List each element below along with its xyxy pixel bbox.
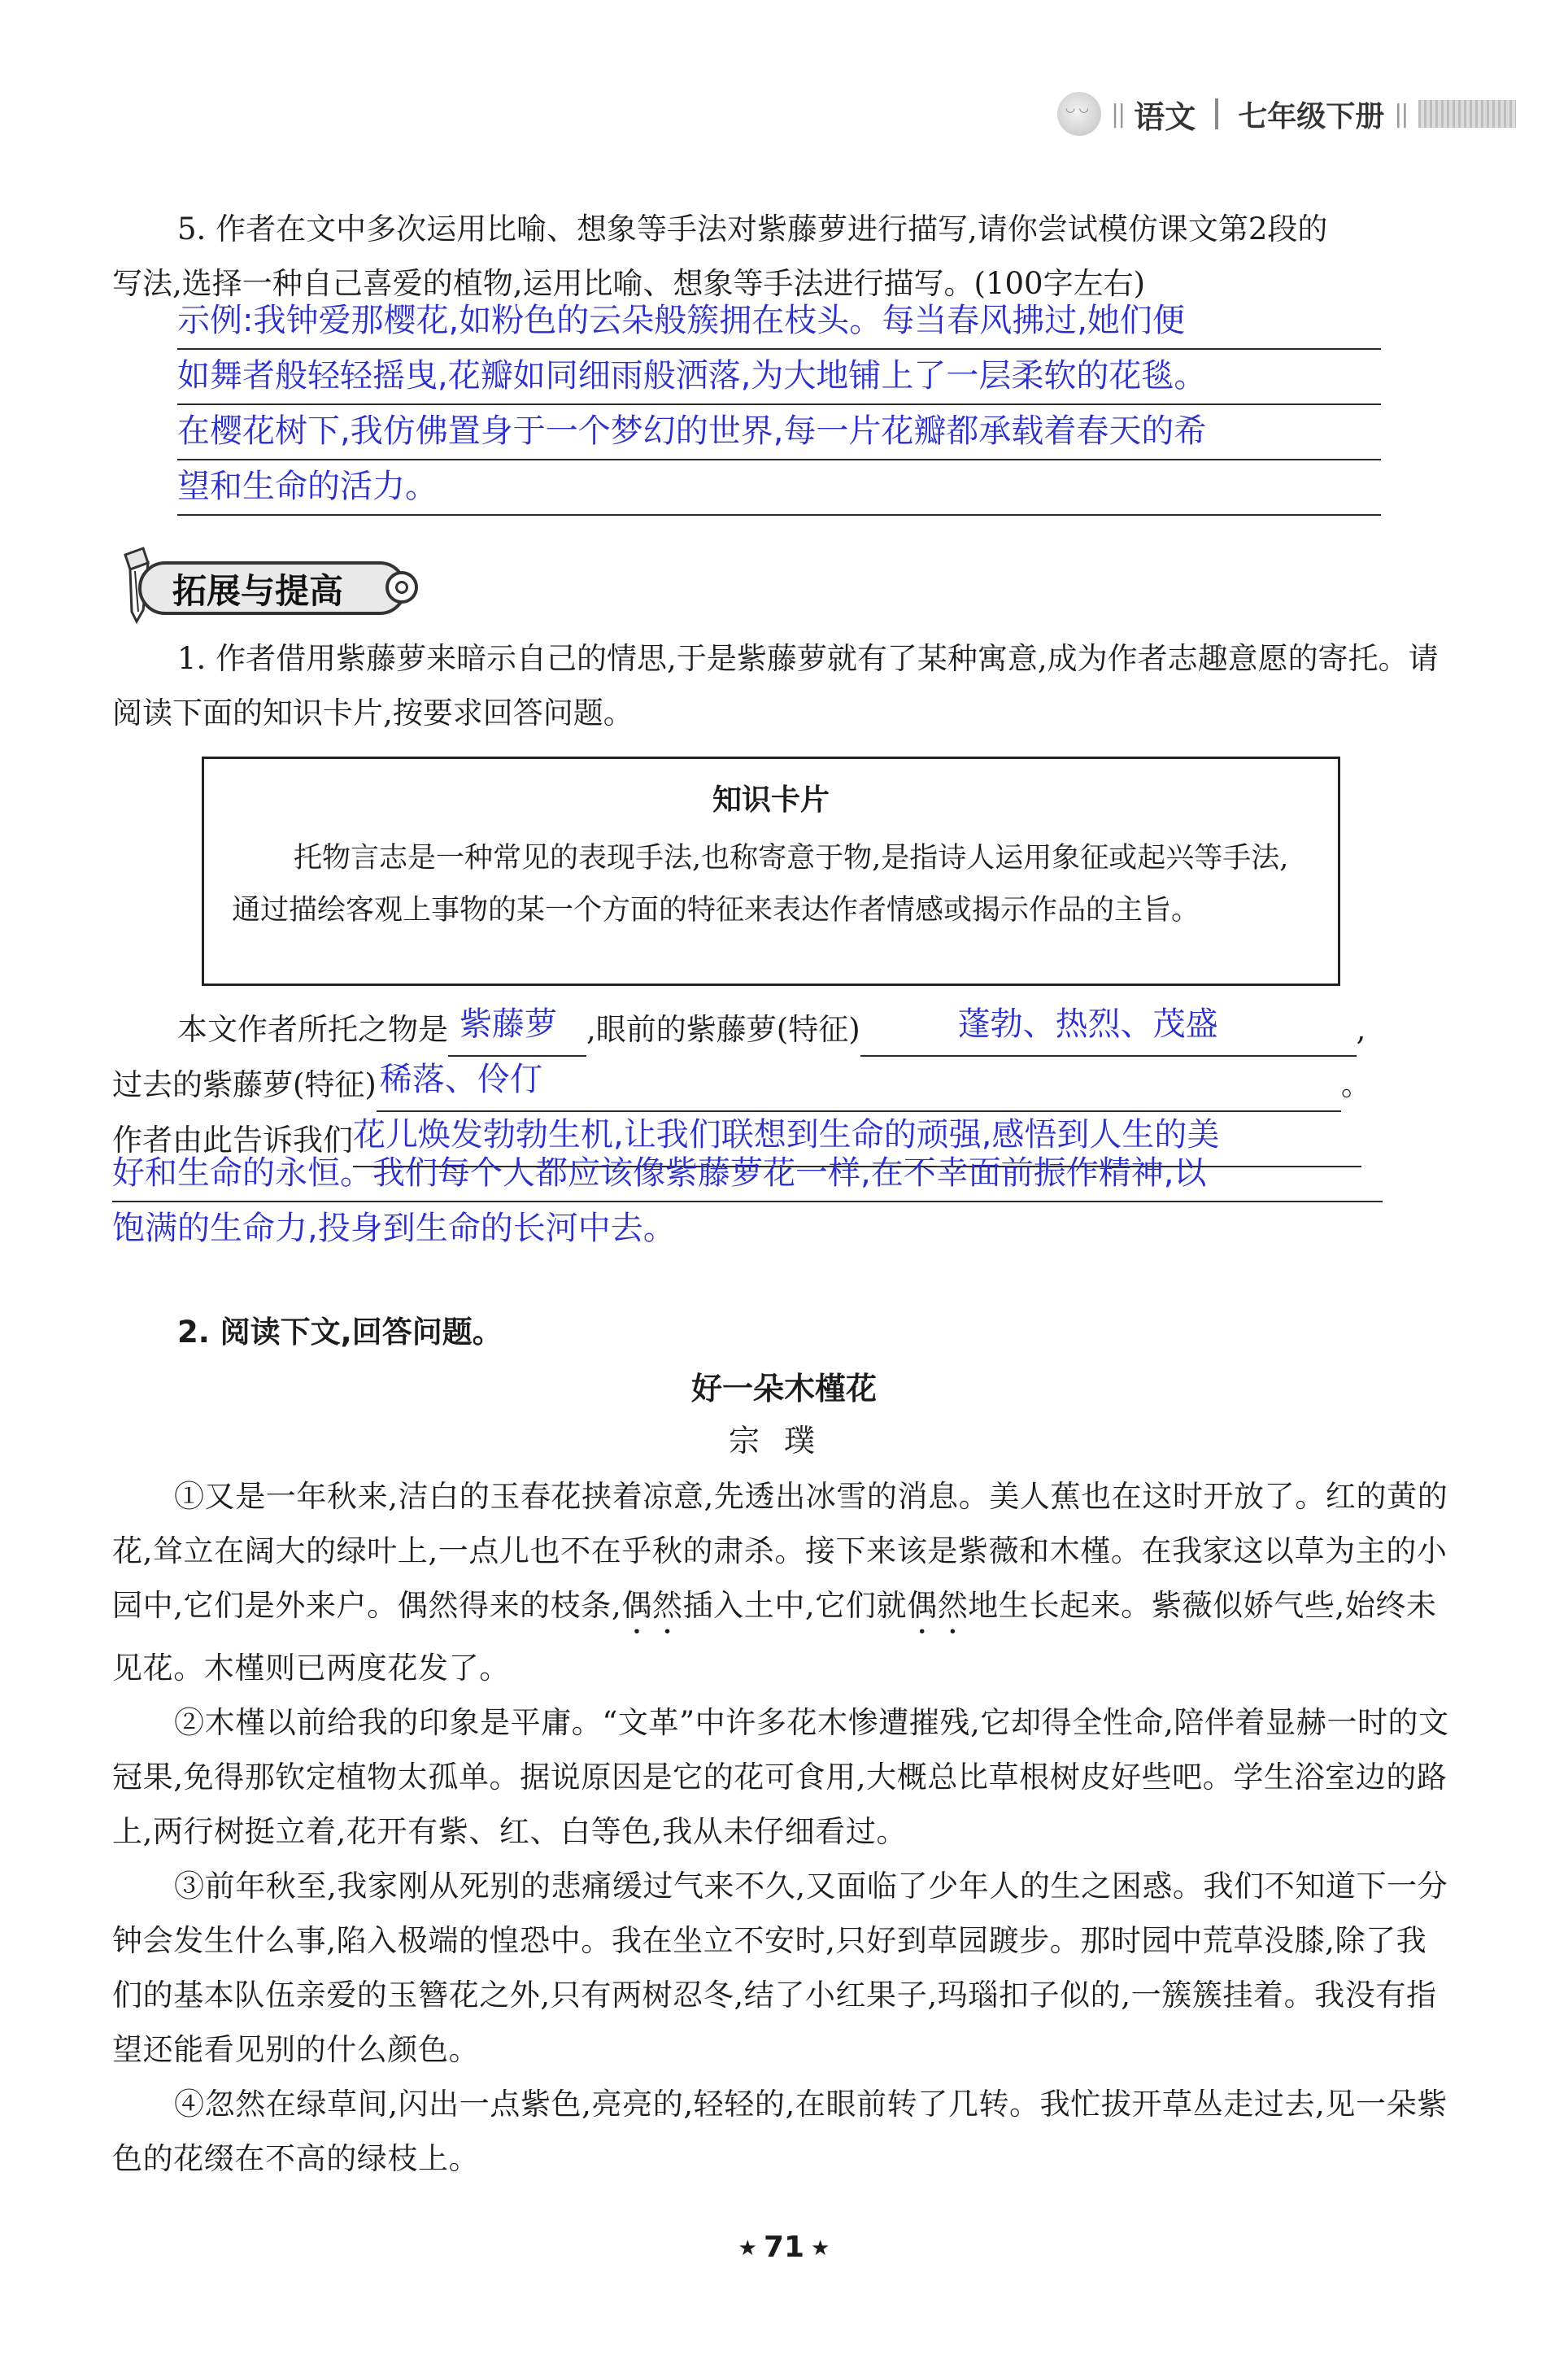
fill-in-line-2 (112, 1058, 1446, 1112)
star-icon: ★ (738, 2236, 757, 2261)
answer-line: 饱满的生命力,投身到生命的长河中去。 (112, 1210, 676, 1247)
lesson-answer-continued (112, 1147, 1383, 1258)
page-number (0, 2231, 1568, 2264)
header-grade: 七年级下册 (1238, 99, 1385, 133)
header-separator (1215, 98, 1218, 129)
answer-line: 好和生命的永恒。我们每个人都应该像紫藤萝花一样,在不幸面前振作精神,以 (112, 1147, 1383, 1202)
paragraph-1-part-c: 插入土中,它们就 (682, 1588, 908, 1623)
header-divider-bars: || (1111, 99, 1125, 129)
banner-ring-icon (385, 571, 418, 604)
section-banner (106, 547, 425, 626)
answer-line: 望和生命的活力。 (177, 460, 1381, 516)
fill-prefix-2: 过去的紫藤萝(特征) (112, 1067, 377, 1102)
fill-prefix-1: 本文作者所托之物是 (177, 1012, 448, 1047)
paragraph-1 (112, 1469, 1454, 1695)
paragraph-1-part-a: ①又是一年秋来,洁白的玉春花挟着凉意,先透出冰雪的消息。美人蕉也在这时开放了。红的黄的花,耸立在阔大的绿叶上,一点儿也不在乎秋的肃杀。接下来该是紫薇和木槿。在我家这以草为主的小园中,它们是外来户。 (112, 1479, 1448, 1623)
blank-present-feature[interactable] (860, 1005, 1357, 1057)
paragraph-2: ②木槿以前给我的印象是平庸。“文革”中许多花木惨遭摧残,它却得全性命,陪伴着显赫一时的文冠果,免得那钦定植物太孤单。据说原因是它的花可食用,大概总比草根树皮好些吧。学生浴室边的路上,两行树挺立着,花开有紫、红、白等色,我从未仔细看过。 (112, 1705, 1449, 1849)
page-header (1057, 89, 1516, 138)
question-2 (112, 1305, 1446, 1359)
knowledge-card-title: 知识卡片 (712, 783, 830, 817)
passage-author: 宗璞 (728, 1423, 839, 1459)
header-pattern-strip (1418, 100, 1516, 128)
blank-object[interactable] (448, 1005, 586, 1057)
fill-end-1: , (1356, 1012, 1366, 1047)
header-subject: 语文 (1134, 98, 1196, 135)
emphasis-word: 偶然 (907, 1588, 969, 1623)
star-icon: ★ (811, 2236, 830, 2261)
answer-lesson-line-1: 花儿焕发勃勃生机,让我们联想到生命的顽强,感悟到人生的美 (353, 1116, 1220, 1154)
question-1-text: 1. 作者借用紫藤萝来暗示自己的情思,于是紫藤萝就有了某种寓意,成为作者志趣意愿的寄托。请阅读下面的知识卡片,按要求回答问题。 (112, 641, 1439, 731)
question-2-text: 2. 阅读下文,回答问题。 (177, 1315, 503, 1350)
emphasis-word: 偶然 (621, 1588, 683, 1623)
question-1 (112, 631, 1446, 740)
knowledge-card-body: 托物言志是一种常见的表现手法,也称寄意于物,是指诗人运用象征或起兴等手法,通过描绘客观上事物的某一个方面的特征来表达作者情感或揭示作品的主旨。 (232, 842, 1289, 927)
passage-body (112, 1469, 1454, 2186)
answer-line: 在樱花树下,我仿佛置身于一个梦幻的世界,每一片花瓣都承载着春天的希 (177, 405, 1381, 460)
answer-line: 如舞者般轻轻摇曳,花瓣如同细雨般洒落,为大地铺上了一层柔软的花毯。 (177, 350, 1381, 405)
answer-object: 紫藤萝 (460, 1005, 557, 1043)
fill-in-line-1 (177, 1002, 1479, 1057)
question-5-line-2: 写法,选择一种自己喜爱的植物,运用比喻、想象等手法进行描写。(100字左右) (112, 266, 1146, 301)
question-5-line-1: 5. 作者在文中多次运用比喻、想象等手法对紫藤萝进行描写,请你尝试模仿课文第2段的 (177, 212, 1328, 246)
fill-mid-1: ,眼前的紫藤萝(特征) (586, 1012, 860, 1047)
answer-present: 蓬勃、热烈、茂盛 (957, 1005, 1218, 1043)
passage-title: 好一朵木槿花 (690, 1371, 877, 1407)
section-title: 拓展与提高 (172, 571, 344, 611)
page-number-value: 71 (763, 2231, 805, 2264)
fill-end-2: 。 (1340, 1067, 1371, 1102)
paragraph-1-part-d: 地生长起来。紫薇似娇气些,始终未见花。木槿则已两度花发了。 (112, 1588, 1437, 1686)
knowledge-card (202, 757, 1340, 986)
paragraph-1-part-b: 偶然得来的枝条, (397, 1588, 622, 1623)
answer-past: 稀落、伶仃 (379, 1061, 542, 1098)
question-5-answer (177, 294, 1381, 516)
fill-prefix-3: 作者由此告诉我们 (112, 1123, 353, 1158)
answer-line: 示例:我钟爱那樱花,如粉色的云朵般簇拥在枝头。每当春风拂过,她们便 (177, 294, 1381, 350)
paragraph-3: ③前年秋至,我家刚从死别的悲痛缓过气来不久,又面临了少年人的生之困惑。我们不知道下一分钟会发生什么事,陷入极端的惶恐中。我在坐立不安时,只好到草园踱步。那时园中荒草没膝,除了我们的基本队伍亲爱的玉簪花之外,只有两树忍冬,结了小红果子,玛瑙扣子似的,一簇簇挂着。我没有指望还能看见别的什么颜色。 (112, 1869, 1448, 2067)
sun-face-icon (1057, 92, 1101, 136)
header-divider-bars-right: || (1394, 99, 1408, 129)
blank-past-feature[interactable] (377, 1061, 1341, 1112)
paragraph-4: ④忽然在绿草间,闪出一点紫色,亮亮的,轻轻的,在眼前转了几转。我忙拔开草丛走过去,见一朵紫色的花缀在不高的绿枝上。 (112, 2087, 1448, 2176)
